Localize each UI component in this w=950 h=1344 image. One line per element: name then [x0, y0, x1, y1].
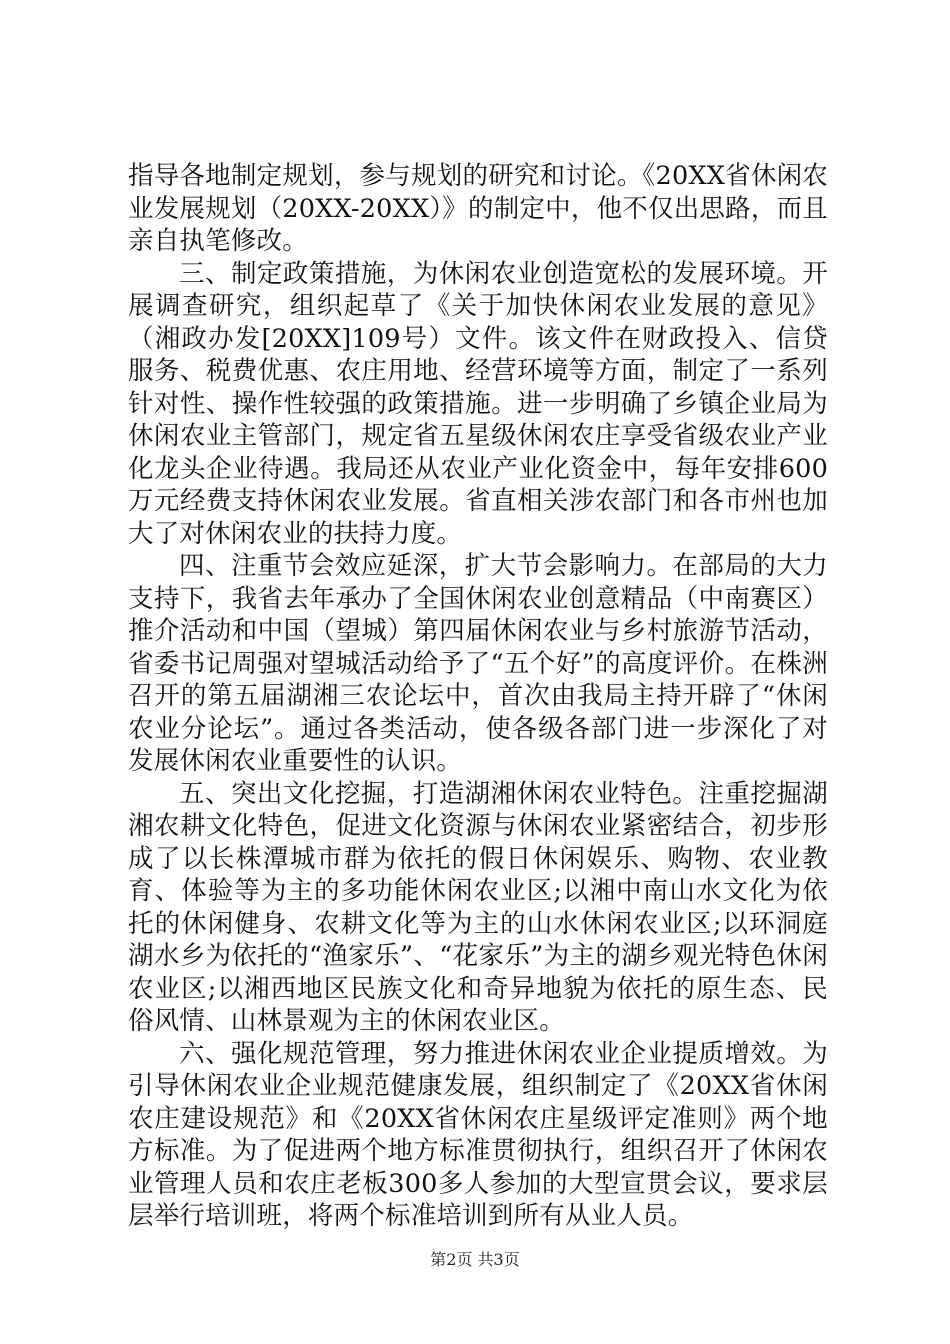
paragraph-section-three: 三、制定政策措施，为休闲农业创造宽松的发展环境。开展调查研究，组织起草了《关于加快休闲农业发展的意见》（湘政办发[20XX]109号）文件。该文件在财政投入、信贷服务、税费优惠、农庄用地、经营环境等方面，制定了一系列针对性、操作性较强的政策措施。进一步明确了乡镇企业局为休闲农业主管部门，规定省五星级休闲农庄享受省级农业产业化龙头企业待遇。我局还从农业产业化资金中，每年安排600万元经费支持休闲农业发展。省直相关涉农部门和各市州也加大了对休闲农业的扶持力度。 [128, 258, 828, 549]
document-body [128, 160, 828, 1233]
paragraph-continuation: 指导各地制定规划，参与规划的研究和讨论。《20XX省休闲农业发展规划（20XX-20XX）》的制定中，他不仅出思路，而且亲自执笔修改。 [128, 161, 828, 256]
paragraph-section-six: 六、强化规范管理，努力推进休闲农业企业提质增效。为引导休闲农业企业规范健康发展，组织制定了《20XX省休闲农庄建设规范》和《20XX省休闲农庄星级评定准则》两个地方标准。为了促进两个地方标准贯彻执行，组织召开了休闲农业管理人员和农庄老板300多人参加的大型宣贯会议，要求层层举行培训班，将两个标准培训到所有从业人员。 [128, 1038, 828, 1231]
paragraph-section-five: 五、突出文化挖掘，打造湖湘休闲农业特色。注重挖掘湖湘农耕文化特色，促进文化资源与休闲农业紧密结合，初步形成了以长株潭城市群为依托的假日休闲娱乐、购物、农业教育、体验等为主的多功能休闲农业区;以湘中南山水文化为依托的休闲健身、农耕文化等为主的山水休闲农业区;以环洞庭湖水乡为依托的“渔家乐”、“花家乐”为主的湖乡观光特色休闲农业区;以湘西地区民族文化和奇异地貌为依托的原生态、民俗风情、山林景观为主的休闲农业区。 [128, 778, 828, 1036]
page-number-footer: 第2页 共3页 [430, 1250, 520, 1269]
paragraph-section-four: 四、注重节会效应延深，扩大节会影响力。在部局的大力支持下，我省去年承办了全国休闲农业创意精品（中南赛区）推介活动和中国（望城）第四届休闲农业与乡村旅游节活动，省委书记周强对望城活动给予了“五个好”的高度评价。在株洲召开的第五届湖湘三农论坛中，首次由我局主持开辟了“休闲农业分论坛”。通过各类活动，使各级各部门进一步深化了对发展休闲农业重要性的认识。 [128, 551, 828, 776]
